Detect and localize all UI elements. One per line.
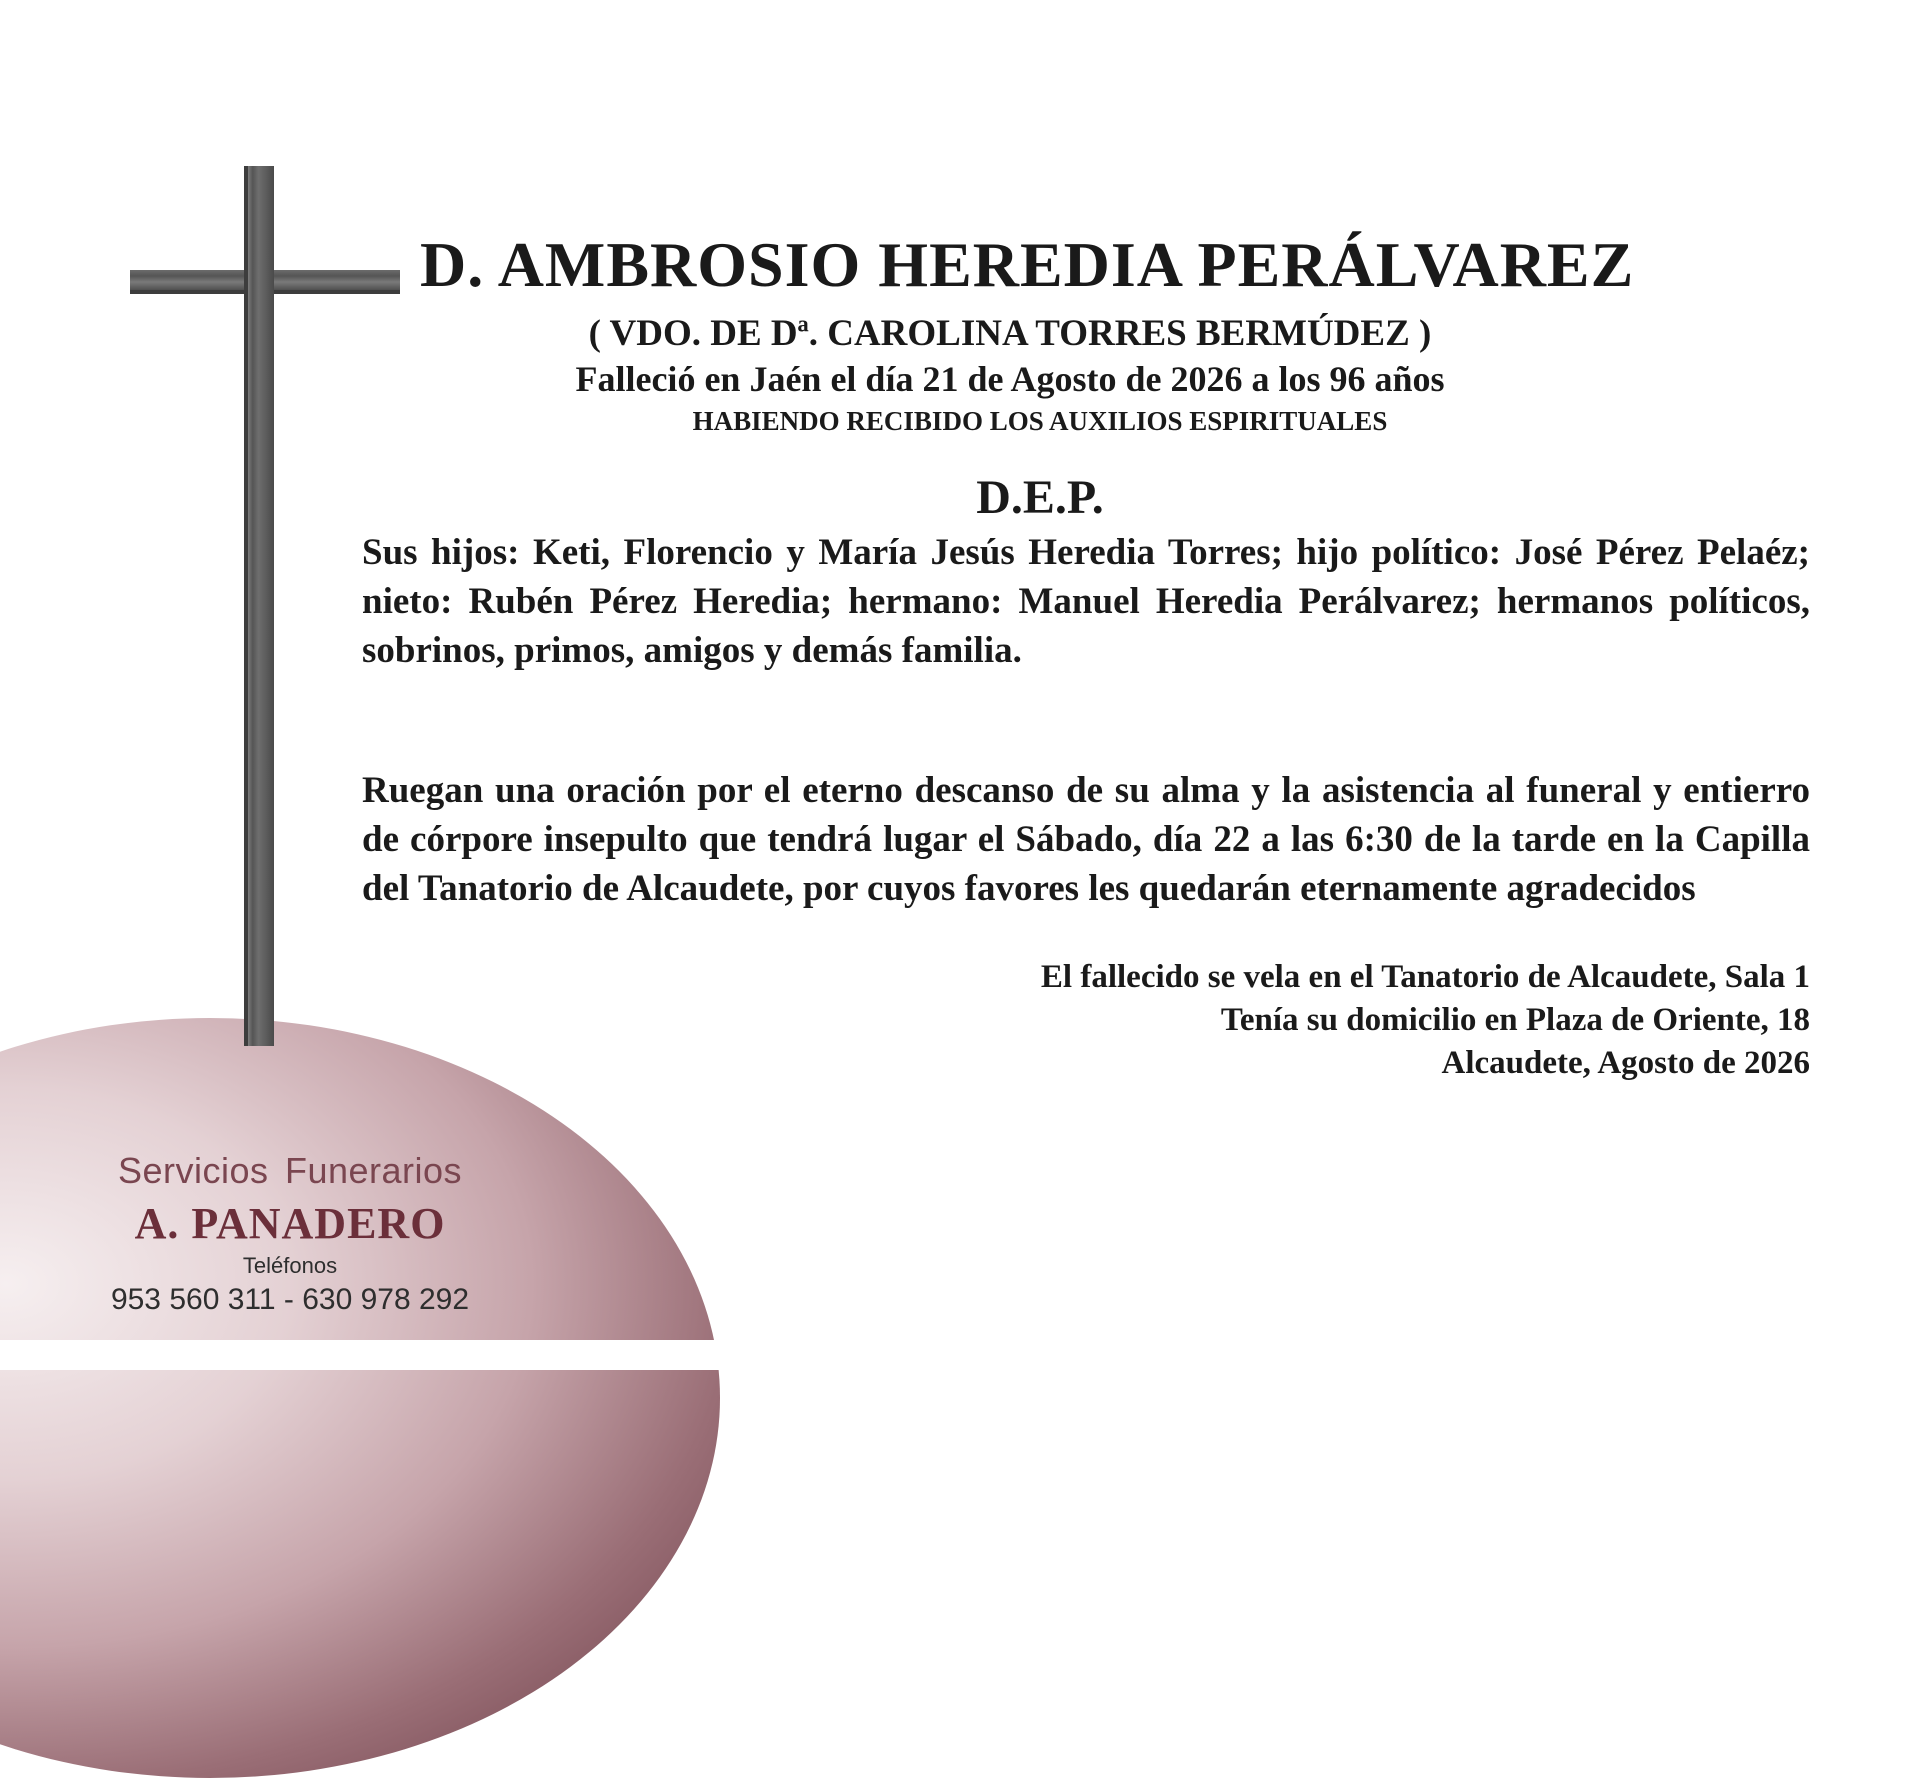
family-paragraph: Sus hijos: Keti, Florencio y María Jesús Heredia Torres; hijo político: José Pérez Pelaéz; nieto: Rubén Pérez Heredia; hermano: Manuel Heredia Perálvarez; hermanos políticos, sobrinos, primos, amigos y demás familia. bbox=[362, 532, 1810, 671]
address-line: Tenía su domicilio en Plaza de Oriente, 18 bbox=[1220, 1002, 1810, 1038]
funeral-home-name: A. PANADERO bbox=[134, 1199, 446, 1248]
death-line: Falleció en Jaén el día 21 de Agosto de 2026 a los 96 años bbox=[575, 359, 1445, 399]
place-date-line: Alcaudete, Agosto de 2026 bbox=[1441, 1045, 1810, 1081]
cross-icon bbox=[244, 166, 274, 1046]
vigil-line: El fallecido se vela en el Tanatorio de Alcaudete, Sala 1 bbox=[1040, 959, 1810, 995]
page-bottom-margin bbox=[0, 1340, 1920, 1370]
prayer-paragraph: Ruegan una oración por el eterno descanso de su alma y la asistencia al funeral y entierro de córpore insepulto que tendrá lugar el Sábado, día 22 a las 6:30 de la tarde en la Capilla del Tanatorio de Alcaudete, por cuyos favores les quedarán eternamente agradecidos bbox=[362, 770, 1810, 909]
mound-graphic bbox=[0, 1018, 720, 1778]
widower-line: ( VDO. DE Dª. CAROLINA TORRES BERMÚDEZ ) bbox=[588, 313, 1432, 354]
funeral-home-services: Servicios Funerarios bbox=[117, 1150, 463, 1191]
vigil-details bbox=[1041, 956, 1810, 1085]
funeral-home-block bbox=[80, 1150, 500, 1317]
phones-numbers: 953 560 311 - 630 978 292 bbox=[110, 1283, 470, 1316]
dep-heading: D.E.P. bbox=[976, 471, 1104, 524]
auxilios-line: HABIENDO RECIBIDO LOS AUXILIOS ESPIRITUALES bbox=[692, 406, 1388, 436]
phones-label: Teléfonos bbox=[242, 1253, 338, 1278]
deceased-name: D. AMBROSIO HEREDIA PERÁLVAREZ bbox=[420, 229, 1635, 300]
